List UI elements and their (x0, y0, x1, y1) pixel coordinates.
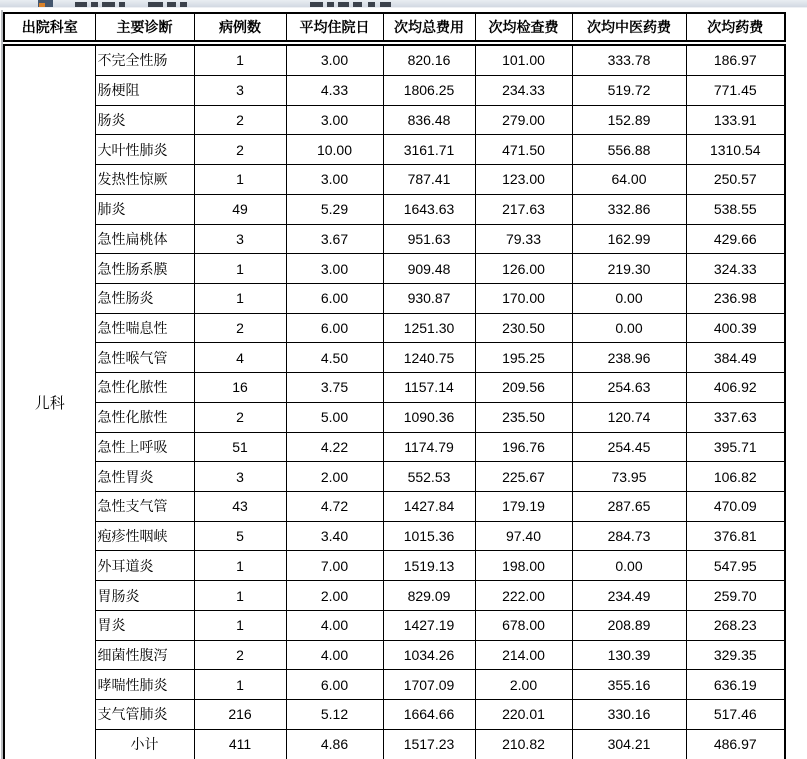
avg-stay-cell: 3.75 (286, 373, 383, 403)
avg-drug-fee-cell: 329.35 (686, 640, 785, 670)
avg-tcm-fee-cell: 304.21 (572, 729, 686, 759)
avg-stay-cell: 4.33 (286, 75, 383, 105)
table-row (4, 700, 785, 730)
avg-stay-cell: 2.00 (286, 462, 383, 492)
cases-cell: 1 (194, 581, 286, 611)
avg-total-cost-cell: 909.48 (383, 254, 475, 284)
avg-exam-fee-cell: 230.50 (475, 313, 572, 343)
avg-exam-fee-cell: 198.00 (475, 551, 572, 581)
avg-exam-fee-cell: 217.63 (475, 194, 572, 224)
table-row (4, 194, 785, 224)
diagnosis-cell: 急性喘息性 (95, 313, 194, 343)
avg-drug-fee-cell: 406.92 (686, 373, 785, 403)
avg-exam-fee-cell: 210.82 (475, 729, 572, 759)
table-row (4, 729, 785, 759)
header-avg-stay-days: 平均住院日 (286, 13, 383, 41)
avg-total-cost-cell: 1643.63 (383, 194, 475, 224)
header-avg-drug-fee: 次均药费 (686, 13, 785, 41)
avg-tcm-fee-cell: 254.63 (572, 373, 686, 403)
diagnosis-cell: 哮喘性肺炎 (95, 670, 194, 700)
avg-total-cost-cell: 930.87 (383, 283, 475, 313)
table-row (4, 373, 785, 403)
avg-drug-fee-cell: 538.55 (686, 194, 785, 224)
avg-drug-fee-cell: 259.70 (686, 581, 785, 611)
diagnosis-cell: 支气管肺炎 (95, 700, 194, 730)
diagnosis-cell: 肠梗阻 (95, 75, 194, 105)
avg-total-cost-cell: 1090.36 (383, 402, 475, 432)
avg-exam-fee-cell: 235.50 (475, 402, 572, 432)
avg-total-cost-cell: 1427.84 (383, 492, 475, 522)
avg-drug-fee-cell: 429.66 (686, 224, 785, 254)
diagnosis-cell: 发热性惊厥 (95, 165, 194, 195)
avg-tcm-fee-cell: 333.78 (572, 45, 686, 75)
cases-cell: 2 (194, 105, 286, 135)
avg-exam-fee-cell: 179.19 (475, 492, 572, 522)
diagnosis-cell: 急性肠炎 (95, 283, 194, 313)
avg-drug-fee-cell: 771.45 (686, 75, 785, 105)
avg-tcm-fee-cell: 208.89 (572, 610, 686, 640)
table-row (4, 283, 785, 313)
avg-exam-fee-cell: 279.00 (475, 105, 572, 135)
avg-tcm-fee-cell: 219.30 (572, 254, 686, 284)
avg-total-cost-cell: 1427.19 (383, 610, 475, 640)
report-icon-accent (39, 3, 45, 7)
cases-cell: 4 (194, 343, 286, 373)
table-row (4, 492, 785, 522)
avg-stay-cell: 4.00 (286, 640, 383, 670)
avg-drug-fee-cell: 395.71 (686, 432, 785, 462)
cases-cell: 1 (194, 610, 286, 640)
table-row (4, 610, 785, 640)
avg-drug-fee-cell: 186.97 (686, 45, 785, 75)
table-row (4, 75, 785, 105)
report-header-row (3, 12, 786, 42)
header-row (4, 13, 785, 41)
avg-exam-fee-cell: 234.33 (475, 75, 572, 105)
diagnosis-cell: 小计 (95, 729, 194, 759)
table-row (4, 432, 785, 462)
cases-cell: 43 (194, 492, 286, 522)
avg-total-cost-cell: 1517.23 (383, 729, 475, 759)
cases-cell: 2 (194, 313, 286, 343)
header-avg-tcm-fee: 次均中医药费 (572, 13, 686, 41)
table-row (4, 254, 785, 284)
avg-stay-cell: 3.00 (286, 45, 383, 75)
avg-stay-cell: 4.86 (286, 729, 383, 759)
diagnosis-cell: 急性扁桃体 (95, 224, 194, 254)
table-row (4, 343, 785, 373)
avg-total-cost-cell: 951.63 (383, 224, 475, 254)
cases-cell: 1 (194, 254, 286, 284)
avg-total-cost-cell: 1806.25 (383, 75, 475, 105)
avg-total-cost-cell: 787.41 (383, 165, 475, 195)
diagnosis-cell: 急性化脓性 (95, 402, 194, 432)
avg-exam-fee-cell: 222.00 (475, 581, 572, 611)
cases-cell: 3 (194, 462, 286, 492)
avg-tcm-fee-cell: 73.95 (572, 462, 686, 492)
avg-tcm-fee-cell: 0.00 (572, 551, 686, 581)
avg-exam-fee-cell: 225.67 (475, 462, 572, 492)
avg-total-cost-cell: 1240.75 (383, 343, 475, 373)
cases-cell: 2 (194, 402, 286, 432)
header-main-diagnosis: 主要诊断 (95, 13, 194, 41)
avg-exam-fee-cell: 126.00 (475, 254, 572, 284)
diagnosis-cell: 急性胃炎 (95, 462, 194, 492)
avg-exam-fee-cell: 220.01 (475, 700, 572, 730)
avg-stay-cell: 3.00 (286, 254, 383, 284)
avg-drug-fee-cell: 400.39 (686, 313, 785, 343)
table-row (4, 165, 785, 195)
cases-cell: 1 (194, 165, 286, 195)
avg-drug-fee-cell: 236.98 (686, 283, 785, 313)
avg-stay-cell: 4.50 (286, 343, 383, 373)
report-body-table (3, 44, 786, 759)
truncated-toolbar (0, 0, 807, 10)
avg-stay-cell: 6.00 (286, 313, 383, 343)
avg-tcm-fee-cell: 332.86 (572, 194, 686, 224)
header-avg-exam-fee: 次均检查费 (475, 13, 572, 41)
avg-tcm-fee-cell: 0.00 (572, 283, 686, 313)
avg-stay-cell: 4.72 (286, 492, 383, 522)
avg-drug-fee-cell: 486.97 (686, 729, 785, 759)
avg-drug-fee-cell: 1310.54 (686, 135, 785, 165)
avg-total-cost-cell: 1251.30 (383, 313, 475, 343)
avg-stay-cell: 4.22 (286, 432, 383, 462)
avg-total-cost-cell: 552.53 (383, 462, 475, 492)
avg-tcm-fee-cell: 284.73 (572, 521, 686, 551)
avg-total-cost-cell: 836.48 (383, 105, 475, 135)
avg-exam-fee-cell: 97.40 (475, 521, 572, 551)
avg-stay-cell: 6.00 (286, 283, 383, 313)
avg-exam-fee-cell: 209.56 (475, 373, 572, 403)
diagnosis-cell: 疱疹性咽峡 (95, 521, 194, 551)
table-row (4, 581, 785, 611)
diagnosis-cell: 急性化脓性 (95, 373, 194, 403)
avg-drug-fee-cell: 384.49 (686, 343, 785, 373)
table-row (4, 551, 785, 581)
table-row (4, 45, 785, 75)
avg-stay-cell: 2.00 (286, 581, 383, 611)
avg-tcm-fee-cell: 234.49 (572, 581, 686, 611)
diagnosis-cell: 肺炎 (95, 194, 194, 224)
avg-stay-cell: 4.00 (286, 610, 383, 640)
avg-tcm-fee-cell: 162.99 (572, 224, 686, 254)
cases-cell: 2 (194, 640, 286, 670)
cases-cell: 5 (194, 521, 286, 551)
avg-tcm-fee-cell: 120.74 (572, 402, 686, 432)
avg-stay-cell: 5.00 (286, 402, 383, 432)
avg-drug-fee-cell: 324.33 (686, 254, 785, 284)
diagnosis-cell: 胃肠炎 (95, 581, 194, 611)
table-row (4, 462, 785, 492)
avg-total-cost-cell: 1174.79 (383, 432, 475, 462)
avg-stay-cell: 5.29 (286, 194, 383, 224)
avg-tcm-fee-cell: 519.72 (572, 75, 686, 105)
diagnosis-cell: 外耳道炎 (95, 551, 194, 581)
diagnosis-cell: 急性肠系膜 (95, 254, 194, 284)
avg-total-cost-cell: 820.16 (383, 45, 475, 75)
table-row (4, 135, 785, 165)
avg-tcm-fee-cell: 0.00 (572, 313, 686, 343)
avg-exam-fee-cell: 678.00 (475, 610, 572, 640)
cases-cell: 16 (194, 373, 286, 403)
avg-stay-cell: 10.00 (286, 135, 383, 165)
avg-drug-fee-cell: 517.46 (686, 700, 785, 730)
avg-stay-cell: 3.00 (286, 165, 383, 195)
cases-cell: 1 (194, 670, 286, 700)
avg-tcm-fee-cell: 556.88 (572, 135, 686, 165)
avg-tcm-fee-cell: 238.96 (572, 343, 686, 373)
header-avg-total-cost: 次均总费用 (383, 13, 475, 41)
avg-drug-fee-cell: 250.57 (686, 165, 785, 195)
avg-exam-fee-cell: 101.00 (475, 45, 572, 75)
avg-total-cost-cell: 1157.14 (383, 373, 475, 403)
avg-tcm-fee-cell: 64.00 (572, 165, 686, 195)
avg-stay-cell: 7.00 (286, 551, 383, 581)
table-row (4, 224, 785, 254)
diagnosis-cell: 急性支气管 (95, 492, 194, 522)
avg-stay-cell: 3.40 (286, 521, 383, 551)
avg-total-cost-cell: 1015.36 (383, 521, 475, 551)
diagnosis-cell: 急性喉气管 (95, 343, 194, 373)
avg-drug-fee-cell: 547.95 (686, 551, 785, 581)
department-cell: 儿科 (4, 45, 95, 759)
table-row (4, 670, 785, 700)
diagnosis-cell: 细菌性腹泻 (95, 640, 194, 670)
avg-stay-cell: 3.67 (286, 224, 383, 254)
avg-exam-fee-cell: 214.00 (475, 640, 572, 670)
avg-total-cost-cell: 1034.26 (383, 640, 475, 670)
avg-stay-cell: 5.12 (286, 700, 383, 730)
diagnosis-cell: 不完全性肠 (95, 45, 194, 75)
avg-total-cost-cell: 1664.66 (383, 700, 475, 730)
diagnosis-cell: 大叶性肺炎 (95, 135, 194, 165)
avg-drug-fee-cell: 337.63 (686, 402, 785, 432)
avg-total-cost-cell: 1707.09 (383, 670, 475, 700)
avg-tcm-fee-cell: 130.39 (572, 640, 686, 670)
avg-drug-fee-cell: 106.82 (686, 462, 785, 492)
header-discharge-dept: 出院科室 (4, 13, 95, 41)
avg-exam-fee-cell: 170.00 (475, 283, 572, 313)
avg-exam-fee-cell: 79.33 (475, 224, 572, 254)
avg-stay-cell: 6.00 (286, 670, 383, 700)
avg-tcm-fee-cell: 330.16 (572, 700, 686, 730)
avg-tcm-fee-cell: 287.65 (572, 492, 686, 522)
avg-exam-fee-cell: 123.00 (475, 165, 572, 195)
avg-tcm-fee-cell: 254.45 (572, 432, 686, 462)
cases-cell: 3 (194, 75, 286, 105)
diagnosis-cell: 胃炎 (95, 610, 194, 640)
table-row (4, 313, 785, 343)
cases-cell: 3 (194, 224, 286, 254)
avg-total-cost-cell: 3161.71 (383, 135, 475, 165)
diagnosis-cell: 肠炎 (95, 105, 194, 135)
avg-exam-fee-cell: 2.00 (475, 670, 572, 700)
avg-tcm-fee-cell: 355.16 (572, 670, 686, 700)
table-row (4, 105, 785, 135)
avg-exam-fee-cell: 195.25 (475, 343, 572, 373)
diagnosis-cell: 急性上呼吸 (95, 432, 194, 462)
cases-cell: 1 (194, 551, 286, 581)
avg-exam-fee-cell: 471.50 (475, 135, 572, 165)
cases-cell: 216 (194, 700, 286, 730)
avg-drug-fee-cell: 376.81 (686, 521, 785, 551)
cases-cell: 2 (194, 135, 286, 165)
avg-drug-fee-cell: 470.09 (686, 492, 785, 522)
table-row (4, 521, 785, 551)
cases-cell: 51 (194, 432, 286, 462)
avg-stay-cell: 3.00 (286, 105, 383, 135)
header-case-count: 病例数 (194, 13, 286, 41)
table-row (4, 640, 785, 670)
avg-total-cost-cell: 1519.13 (383, 551, 475, 581)
avg-drug-fee-cell: 133.91 (686, 105, 785, 135)
report-body (4, 45, 785, 759)
cases-cell: 1 (194, 283, 286, 313)
cases-cell: 49 (194, 194, 286, 224)
cases-cell: 1 (194, 45, 286, 75)
cases-cell: 411 (194, 729, 286, 759)
avg-drug-fee-cell: 636.19 (686, 670, 785, 700)
report-icon[interactable] (38, 0, 53, 7)
avg-tcm-fee-cell: 152.89 (572, 105, 686, 135)
avg-drug-fee-cell: 268.23 (686, 610, 785, 640)
avg-total-cost-cell: 829.09 (383, 581, 475, 611)
table-row (4, 402, 785, 432)
avg-exam-fee-cell: 196.76 (475, 432, 572, 462)
